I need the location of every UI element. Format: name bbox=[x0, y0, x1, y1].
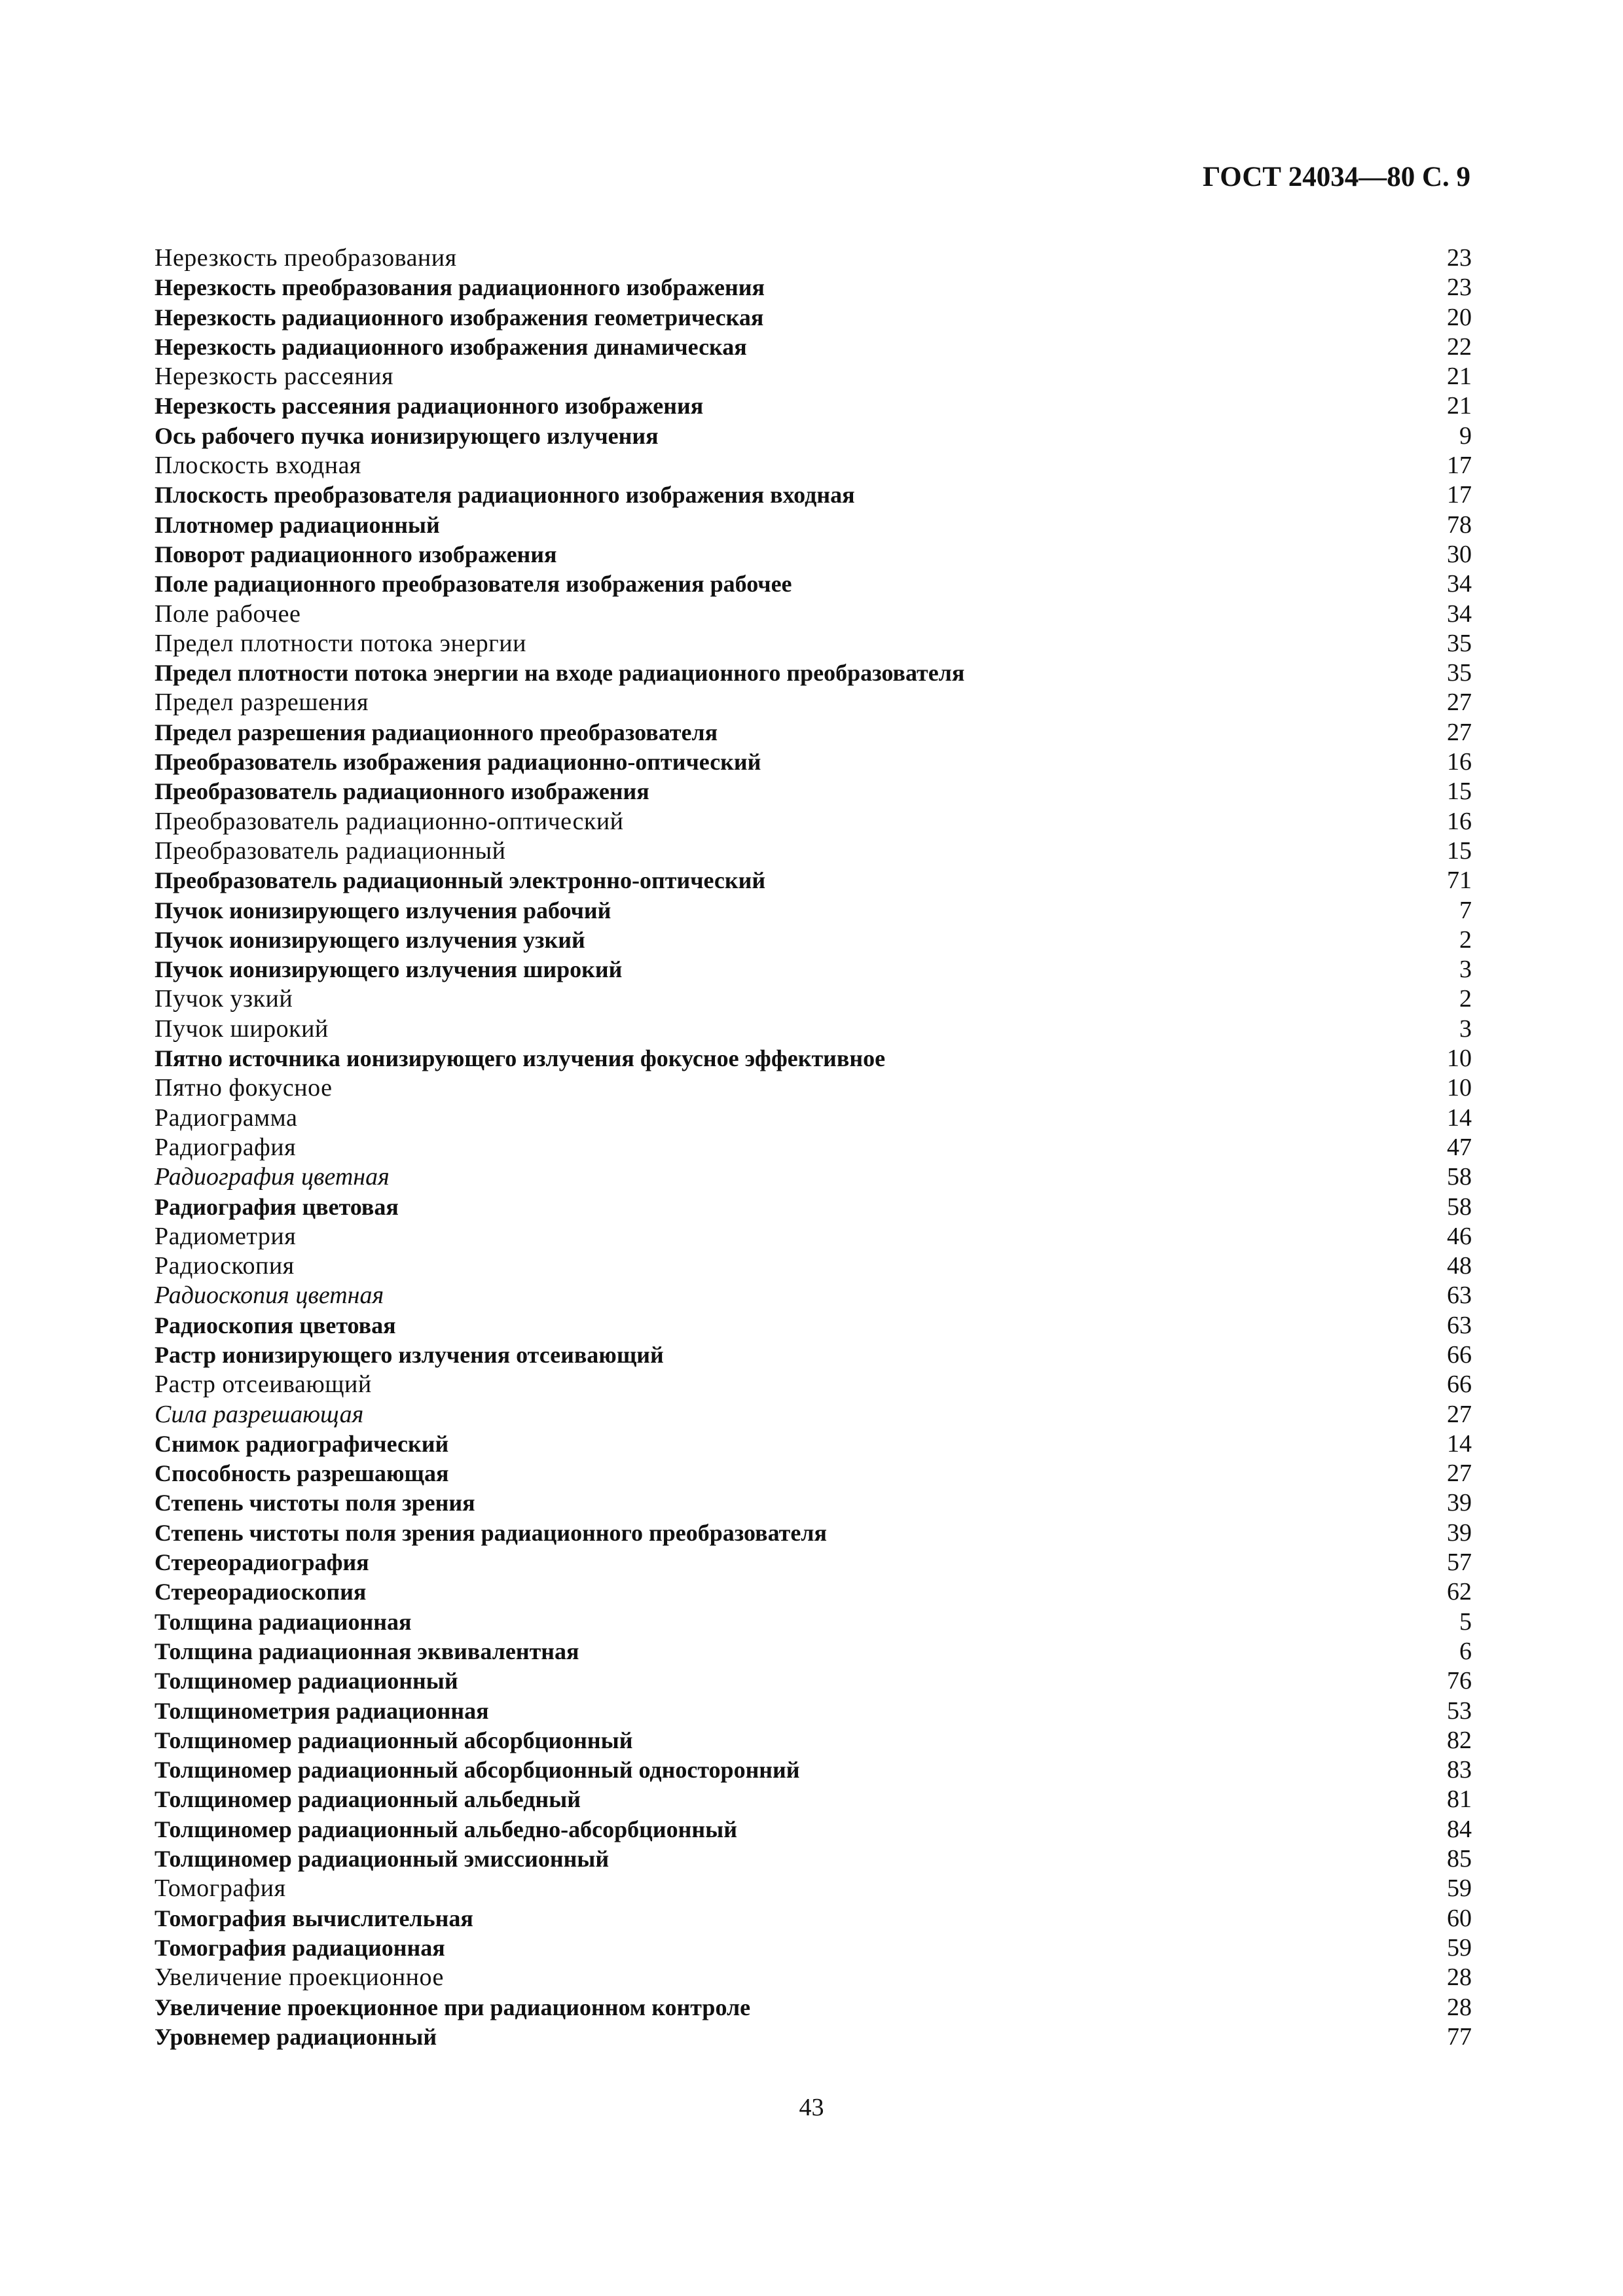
index-entry bbox=[155, 955, 1477, 984]
index-entry bbox=[155, 688, 1477, 717]
index-term: Пучок широкий bbox=[155, 1014, 329, 1043]
index-term: Радиография цветная bbox=[155, 1163, 390, 1191]
index-entry bbox=[155, 1874, 1477, 1903]
index-page-ref: 6 bbox=[1459, 1637, 1472, 1665]
index-entry bbox=[155, 1014, 1477, 1044]
index-page-ref: 3 bbox=[1459, 956, 1472, 984]
index-entry bbox=[155, 362, 1477, 391]
index-term: Толщина радиационная эквивалентная bbox=[155, 1638, 579, 1664]
index-term: Радиометрия bbox=[155, 1222, 297, 1250]
index-term: Пятно источника ионизирующего излучения фокусное эффективное bbox=[155, 1045, 886, 1072]
index-page-ref: 82 bbox=[1447, 1726, 1472, 1754]
index-page-ref: 34 bbox=[1447, 570, 1472, 598]
index-entry bbox=[155, 1459, 1477, 1488]
index-entry bbox=[155, 1281, 1477, 1310]
index-term: Ось рабочего пучка ионизирующего излучения bbox=[155, 422, 659, 449]
index-page-ref: 58 bbox=[1447, 1163, 1472, 1191]
index-page-ref: 34 bbox=[1447, 600, 1472, 628]
index-page-ref: 47 bbox=[1447, 1133, 1472, 1161]
index-page-ref: 9 bbox=[1459, 422, 1472, 450]
index-term: Снимок радиографический bbox=[155, 1430, 449, 1457]
index-page-ref: 10 bbox=[1447, 1074, 1472, 1102]
index-page-ref: 5 bbox=[1459, 1607, 1472, 1636]
index-entry bbox=[155, 540, 1477, 569]
index-entry bbox=[155, 1904, 1477, 1933]
index-term: Преобразователь радиационный bbox=[155, 836, 506, 865]
index-entry bbox=[155, 718, 1477, 747]
index-entry bbox=[155, 1251, 1477, 1281]
index-term: Толщиномер радиационный bbox=[155, 1668, 458, 1695]
index-entry bbox=[155, 1963, 1477, 1992]
index-term: Плотномер радиационный bbox=[155, 511, 440, 538]
index-term: Толщинометрия радиационная bbox=[155, 1697, 489, 1724]
index-entry bbox=[155, 629, 1477, 658]
index-page-ref: 2 bbox=[1459, 925, 1472, 954]
index-entry bbox=[155, 777, 1477, 806]
index-page-ref: 27 bbox=[1447, 718, 1472, 746]
index-entry bbox=[155, 1815, 1477, 1844]
index-term: Поворот радиационного изображения bbox=[155, 541, 557, 567]
index-page-ref: 66 bbox=[1447, 1371, 1472, 1399]
index-page-ref: 3 bbox=[1459, 1014, 1472, 1043]
index-term: Нерезкость рассеяния bbox=[155, 363, 393, 391]
index-entry bbox=[155, 1933, 1477, 1963]
index-term: Сила разрешающая bbox=[155, 1400, 364, 1428]
index-entry bbox=[155, 1726, 1477, 1755]
index-page-ref: 16 bbox=[1447, 748, 1472, 776]
index-entry bbox=[155, 1044, 1477, 1073]
index-page-ref: 46 bbox=[1447, 1222, 1472, 1250]
index-page-ref: 27 bbox=[1447, 1400, 1472, 1428]
index-page-ref: 28 bbox=[1447, 1993, 1472, 2021]
index-term: Растр отсеивающий bbox=[155, 1371, 372, 1399]
index-term: Способность разрешающая bbox=[155, 1460, 449, 1487]
index-entry bbox=[155, 1548, 1477, 1577]
index-page-ref: 83 bbox=[1447, 1756, 1472, 1784]
index-term: Томография радиационная bbox=[155, 1934, 445, 1961]
index-term: Толщиномер радиационный альбедно-абсорбционный bbox=[155, 1816, 737, 1842]
index-entry bbox=[155, 2022, 1477, 2052]
index-entry bbox=[155, 1637, 1477, 1666]
index-page-ref: 35 bbox=[1447, 629, 1472, 657]
index-entry bbox=[155, 925, 1477, 955]
index-term: Плоскость преобразователя радиационного изображения входная bbox=[155, 482, 855, 509]
index-page-ref: 39 bbox=[1447, 1489, 1472, 1517]
index-page-ref: 14 bbox=[1447, 1103, 1472, 1132]
index-term: Предел разрешения bbox=[155, 689, 369, 717]
index-term: Пучок ионизирующего излучения узкий bbox=[155, 926, 585, 953]
index-page-ref: 58 bbox=[1447, 1193, 1472, 1221]
index-term: Преобразователь радиационный электронно-оптический bbox=[155, 867, 766, 894]
index-entry bbox=[155, 747, 1477, 777]
index-term: Радиоскопия цветная bbox=[155, 1282, 384, 1310]
index-page-ref: 10 bbox=[1447, 1045, 1472, 1073]
index-term: Нерезкость преобразования bbox=[155, 244, 457, 272]
term-index-list bbox=[155, 243, 1477, 2052]
index-page-ref: 62 bbox=[1447, 1578, 1472, 1606]
index-page-ref: 84 bbox=[1447, 1815, 1472, 1843]
index-term: Предел разрешения радиационного преобразователя bbox=[155, 719, 718, 745]
index-term: Радиоскопия bbox=[155, 1252, 295, 1280]
index-page-ref: 14 bbox=[1447, 1429, 1472, 1458]
index-entry bbox=[155, 1400, 1477, 1429]
index-term: Радиография цветовая bbox=[155, 1193, 399, 1220]
index-term: Толщиномер радиационный альбедный bbox=[155, 1786, 581, 1813]
index-entry bbox=[155, 1103, 1477, 1133]
document-header: ГОСТ 24034—80 С. 9 bbox=[1202, 162, 1470, 192]
index-page-ref: 7 bbox=[1459, 896, 1472, 924]
index-term: Пятно фокусное bbox=[155, 1074, 333, 1102]
index-term: Стереорадиоскопия bbox=[155, 1579, 367, 1605]
index-page-ref: 27 bbox=[1447, 1460, 1472, 1488]
index-page-ref: 15 bbox=[1447, 778, 1472, 806]
index-term: Преобразователь радиационного изображения bbox=[155, 778, 649, 805]
index-page-ref: 23 bbox=[1447, 274, 1472, 302]
index-entry bbox=[155, 1311, 1477, 1340]
index-term: Нерезкость радиационного изображения динамическая bbox=[155, 333, 747, 360]
page-number: 43 bbox=[799, 2094, 824, 2121]
index-page-ref: 21 bbox=[1447, 392, 1472, 420]
index-page-ref: 15 bbox=[1447, 836, 1472, 865]
index-page-ref: 21 bbox=[1447, 363, 1472, 391]
index-page-ref: 53 bbox=[1447, 1696, 1472, 1725]
index-term: Толщиномер радиационный абсорбционный bbox=[155, 1727, 633, 1753]
index-term: Томография bbox=[155, 1874, 286, 1903]
index-entry bbox=[155, 1666, 1477, 1696]
index-entry bbox=[155, 511, 1477, 540]
index-term: Степень чистоты поля зрения bbox=[155, 1490, 475, 1516]
index-term: Нерезкость преобразования радиационного изображения bbox=[155, 274, 765, 301]
index-term: Растр ионизирующего излучения отсеивающий bbox=[155, 1341, 664, 1368]
index-page-ref: 30 bbox=[1447, 540, 1472, 568]
index-entry bbox=[155, 273, 1477, 302]
index-entry bbox=[155, 1162, 1477, 1192]
index-term: Преобразователь изображения радиационно-оптический bbox=[155, 749, 761, 776]
index-entry bbox=[155, 1488, 1477, 1518]
index-page-ref: 20 bbox=[1447, 303, 1472, 331]
index-term: Уровнемер радиационный bbox=[155, 2023, 437, 2050]
index-page-ref: 39 bbox=[1447, 1518, 1472, 1547]
index-term: Предел плотности потока энергии bbox=[155, 629, 526, 657]
index-term: Плоскость входная bbox=[155, 452, 361, 480]
index-term: Радиоскопия цветовая bbox=[155, 1312, 396, 1338]
index-term: Предел плотности потока энергии на входе радиационного преобразователя bbox=[155, 660, 965, 687]
index-page-ref: 85 bbox=[1447, 1845, 1472, 1873]
index-term: Преобразователь радиационно-оптический bbox=[155, 807, 624, 835]
index-term: Пучок ионизирующего излучения рабочий bbox=[155, 897, 611, 924]
index-page-ref: 28 bbox=[1447, 1964, 1472, 1992]
index-page-ref: 76 bbox=[1447, 1667, 1472, 1695]
index-term: Увеличение проекционное при радиационном контроле bbox=[155, 1994, 751, 2020]
index-entry bbox=[155, 984, 1477, 1014]
index-entry bbox=[155, 1518, 1477, 1548]
index-term: Нерезкость рассеяния радиационного изображения bbox=[155, 393, 704, 420]
index-entry bbox=[155, 600, 1477, 629]
index-entry bbox=[155, 866, 1477, 895]
index-entry bbox=[155, 836, 1477, 866]
index-page-ref: 81 bbox=[1447, 1785, 1472, 1814]
index-term: Увеличение проекционное bbox=[155, 1964, 444, 1992]
index-page-ref: 2 bbox=[1459, 985, 1472, 1013]
index-term: Толщиномер радиационный абсорбционный односторонний bbox=[155, 1757, 800, 1784]
index-page-ref: 60 bbox=[1447, 1904, 1472, 1932]
index-term: Радиография bbox=[155, 1133, 297, 1161]
index-page-ref: 63 bbox=[1447, 1282, 1472, 1310]
index-page-ref: 27 bbox=[1447, 689, 1472, 717]
index-term: Пучок ионизирующего излучения широкий bbox=[155, 956, 623, 983]
index-page-ref: 23 bbox=[1447, 244, 1472, 272]
index-term: Поле радиационного преобразователя изображения рабочее bbox=[155, 571, 792, 598]
index-page-ref: 59 bbox=[1447, 1874, 1472, 1903]
index-entry bbox=[155, 243, 1477, 273]
index-page-ref: 71 bbox=[1447, 867, 1472, 895]
index-page-ref: 22 bbox=[1447, 332, 1472, 361]
index-entry bbox=[155, 896, 1477, 925]
index-entry bbox=[155, 332, 1477, 362]
index-entry bbox=[155, 391, 1477, 421]
index-page-ref: 57 bbox=[1447, 1549, 1472, 1577]
index-entry bbox=[155, 1785, 1477, 1814]
index-term: Поле рабочее bbox=[155, 600, 301, 628]
index-entry bbox=[155, 1340, 1477, 1370]
index-entry bbox=[155, 1073, 1477, 1103]
index-term: Толщина радиационная bbox=[155, 1608, 412, 1635]
index-page-ref: 63 bbox=[1447, 1311, 1472, 1339]
index-entry bbox=[155, 658, 1477, 688]
index-page-ref: 78 bbox=[1447, 511, 1472, 539]
index-page-ref: 17 bbox=[1447, 481, 1472, 509]
index-page-ref: 59 bbox=[1447, 1933, 1472, 1962]
index-term: Толщиномер радиационный эмиссионный bbox=[155, 1846, 610, 1873]
index-term: Степень чистоты поля зрения радиационного преобразователя bbox=[155, 1519, 827, 1546]
index-entry bbox=[155, 1607, 1477, 1637]
index-entry bbox=[155, 1993, 1477, 2022]
index-entry bbox=[155, 1133, 1477, 1162]
index-term: Нерезкость радиационного изображения геометрическая bbox=[155, 304, 764, 331]
index-term: Пучок узкий bbox=[155, 985, 293, 1013]
index-entry bbox=[155, 1696, 1477, 1726]
index-term: Стереорадиография bbox=[155, 1549, 369, 1576]
index-page-ref: 35 bbox=[1447, 659, 1472, 687]
index-entry bbox=[155, 451, 1477, 480]
index-page-ref: 66 bbox=[1447, 1340, 1472, 1369]
index-entry bbox=[155, 807, 1477, 836]
index-page-ref: 77 bbox=[1447, 2022, 1472, 2051]
index-page-ref: 17 bbox=[1447, 452, 1472, 480]
index-entry bbox=[155, 1370, 1477, 1399]
index-entry bbox=[155, 303, 1477, 332]
index-entry bbox=[155, 422, 1477, 451]
index-term: Радиограмма bbox=[155, 1103, 298, 1132]
index-entry bbox=[155, 1844, 1477, 1874]
index-term: Томография вычислительная bbox=[155, 1905, 473, 1931]
index-entry bbox=[155, 569, 1477, 599]
index-page-ref: 48 bbox=[1447, 1252, 1472, 1280]
index-entry bbox=[155, 1222, 1477, 1251]
index-entry bbox=[155, 1577, 1477, 1607]
index-page-ref: 16 bbox=[1447, 807, 1472, 835]
index-entry bbox=[155, 1755, 1477, 1785]
index-entry bbox=[155, 1193, 1477, 1222]
index-entry bbox=[155, 480, 1477, 510]
index-entry bbox=[155, 1429, 1477, 1459]
